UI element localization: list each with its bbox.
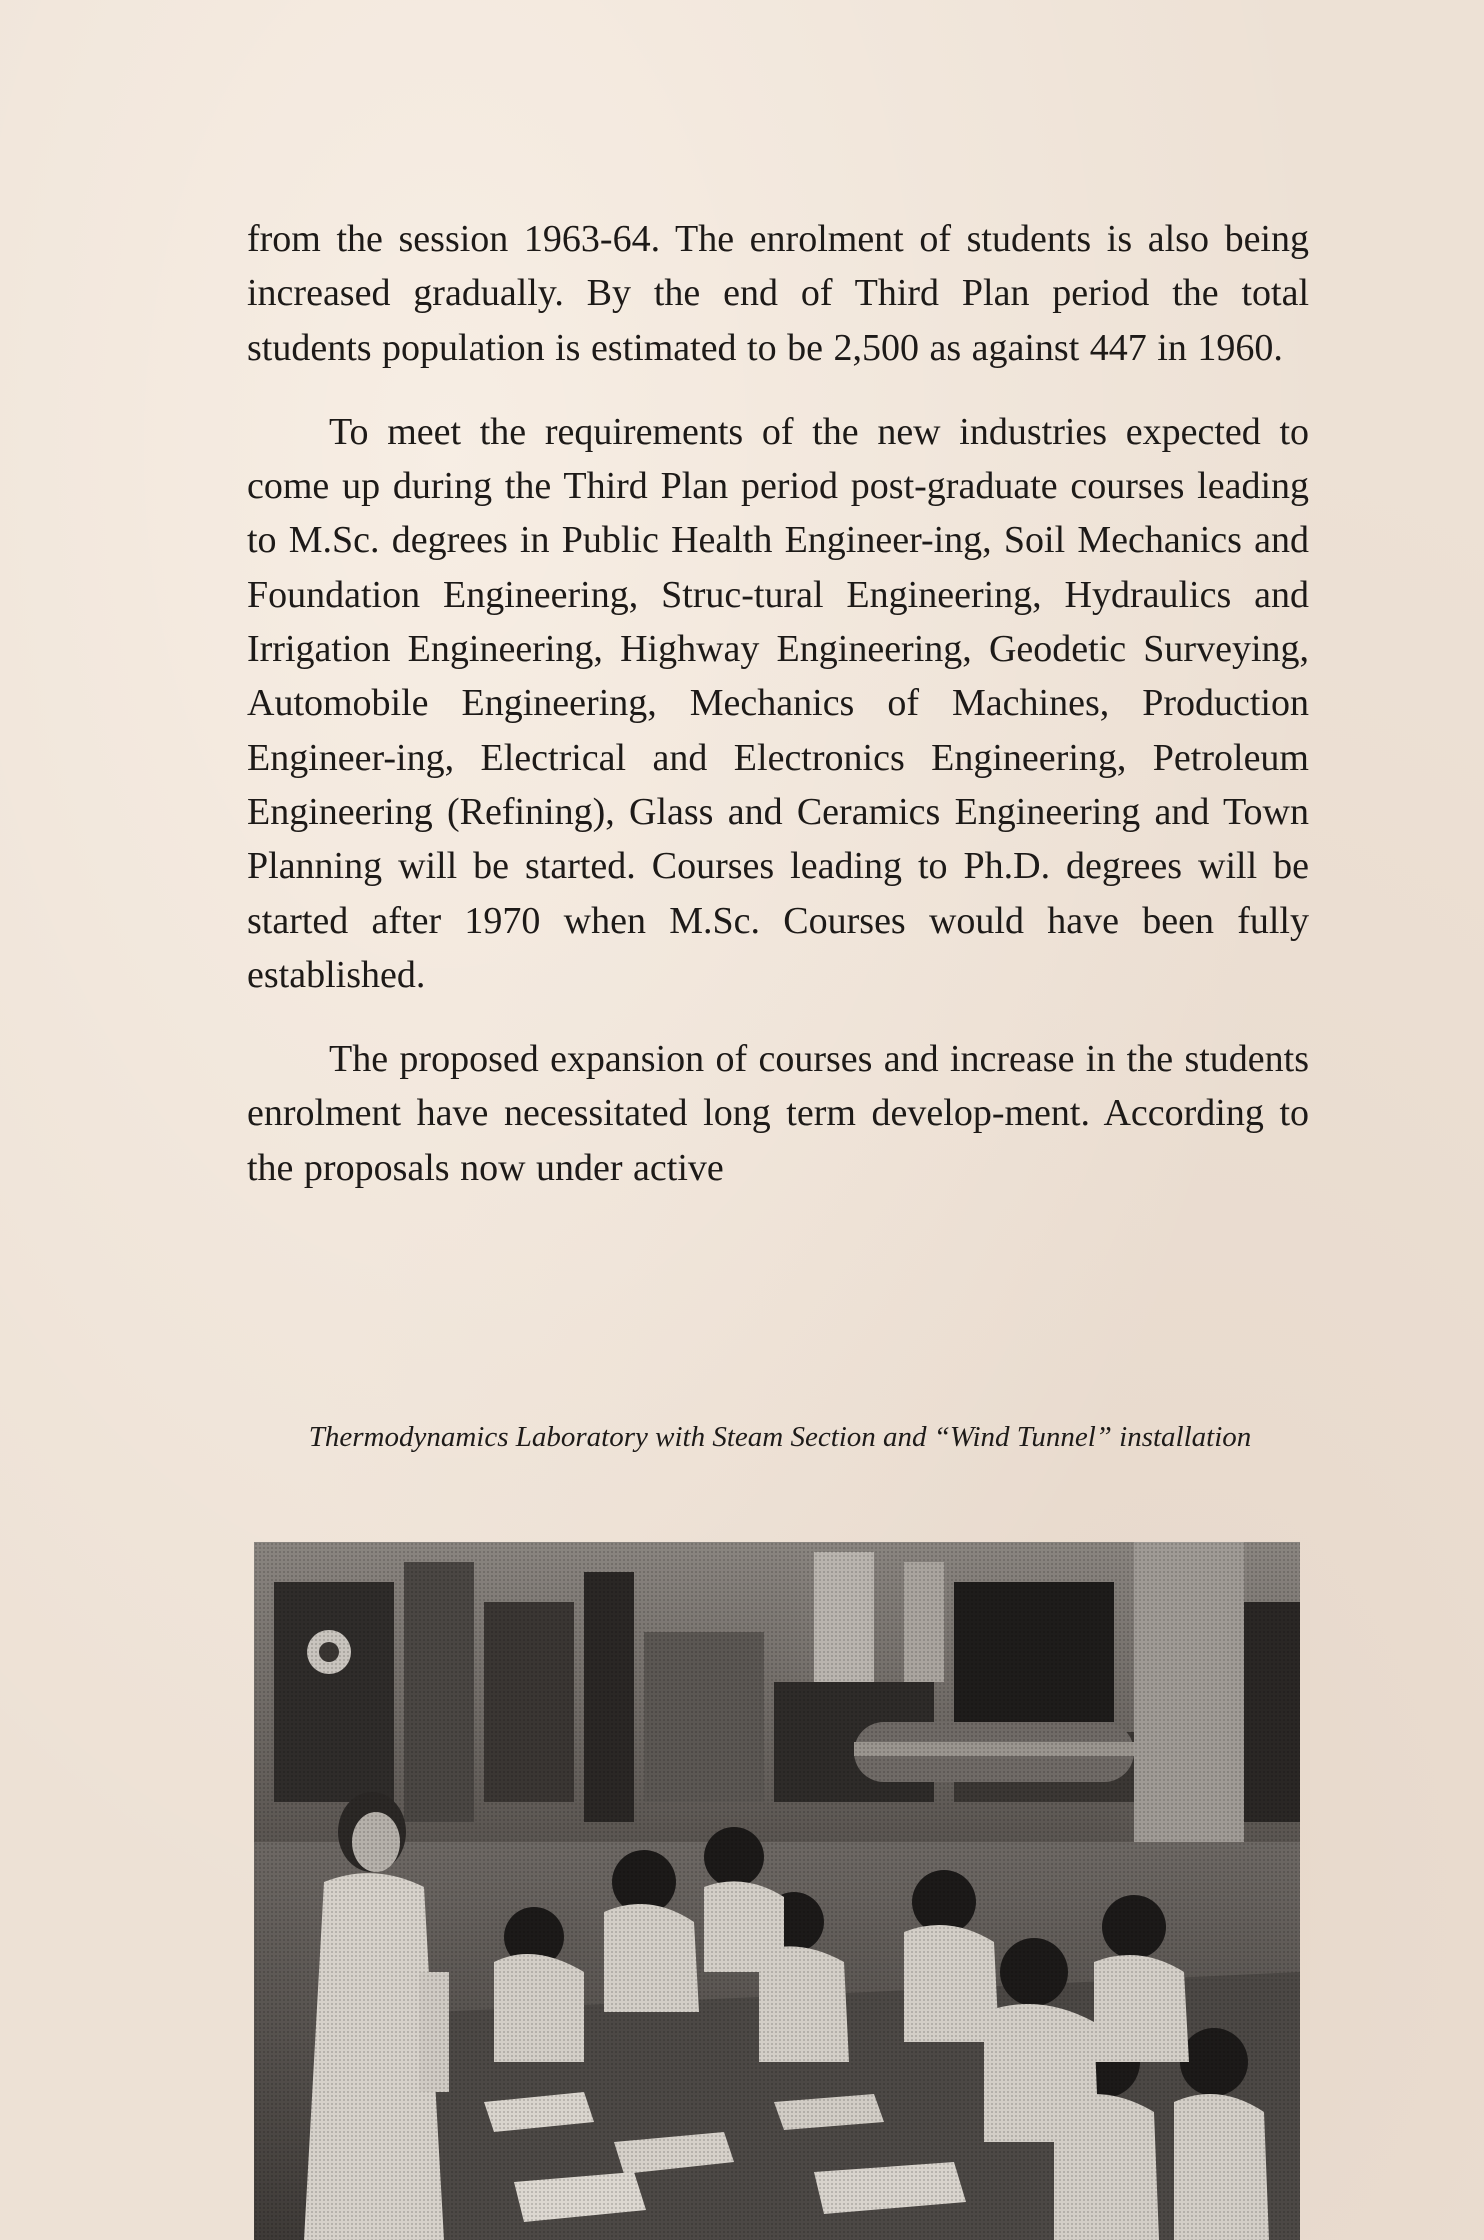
paragraph-1: from the session 1963-64. The enrolment of students is also being increased gradually. By the end of Third Plan period the total students population is estimated to be 2,500 as against 447 in 1960. — [247, 218, 1309, 369]
laboratory-photo-icon — [254, 1542, 1300, 2240]
laboratory-photo — [254, 1542, 1300, 2240]
paragraph-3: The proposed expansion of courses and increase in the students enrolment have necessitated long term develop-ment. According to the proposals now under active — [247, 1038, 1309, 1189]
body-text — [247, 212, 1309, 1195]
paragraph-2: To meet the requirements of the new industries expected to come up during the Third Plan period post-graduate courses leading to M.Sc. degrees in Public Health Engineer-ing, Soil Mechanics and Foundation Engineering, Struc-tural Engineering, Hydraulics and Irrigation Engineering, Highway Engineering, Geodetic Surveying, Automobile Engineering, Mechanics of Machines, Production Engineer-ing, Electrical and Electronics Engineering, Petroleum Engineering (Refining), Glass and Ceramics Engineering and Town Planning will be started. Courses leading to Ph.D. degrees will be started after 1970 when M.Sc. Courses would have been fully established. — [247, 410, 1309, 996]
photo-caption: Thermodynamics Laboratory with Steam Section and “Wind Tunnel” installation — [308, 1421, 1252, 1453]
